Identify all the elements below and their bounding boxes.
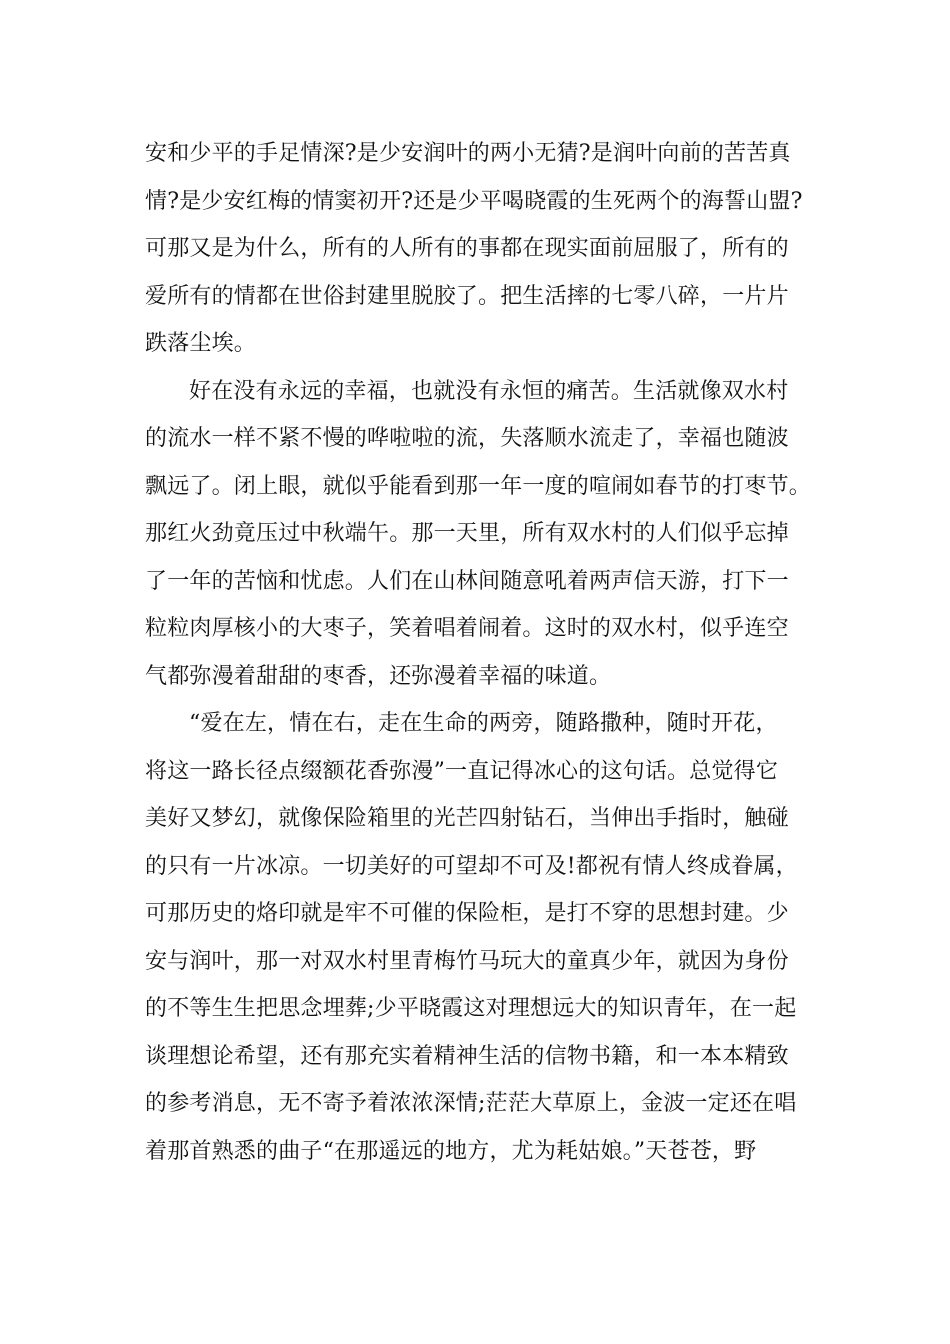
- paragraph-2-line-5: 了一年的苦恼和忧虑。人们在山林间随意吼着两声信天游，打下一: [145, 568, 789, 594]
- paragraph-2-line-2: 的流水一样不紧不慢的哗啦啦的流，失落顺水流走了，幸福也随波: [145, 426, 789, 451]
- paragraph-3-line-4: 的只有一片冰凉。一切美好的可望却不可及!都祝有情人终成眷属，: [145, 853, 798, 879]
- paragraph-3-line-7: 的不等生生把思念埋葬;少平晓霞这对理想远大的知识青年，在一起: [145, 996, 797, 1021]
- paragraph-3-line-5: 可那历史的烙印就是牢不可催的保险柜，是打不穿的思想封建。少: [145, 901, 789, 926]
- paragraph-1-line-1: 安和少平的手足情深?是少安润叶的两小无猜?是润叶向前的苦苦真: [145, 141, 791, 166]
- paragraph-3-line-3: 美好又梦幻，就像保险箱里的光芒四射钻石，当伸出手指时，触碰: [145, 806, 789, 831]
- paragraph-3-line-9: 的参考消息，无不寄予着浓浓深情;茫茫大草原上，金波一定还在唱: [145, 1091, 797, 1116]
- paragraph-1-line-3: 可那又是为什么，所有的人所有的事都在现实面前屈服了，所有的: [145, 236, 789, 261]
- paragraph-3-line-2: 将这一路长径点缀额花香弥漫”一直记得冰心的这句话。总觉得它: [145, 758, 779, 784]
- paragraph-2-line-4: 那红火劲竟压过中秋端午。那一天里，所有双水村的人们似乎忘掉: [145, 521, 789, 546]
- paragraph-2-line-6: 粒粒肉厚核小的大枣子，笑着唱着闹着。这时的双水村，似乎连空: [145, 616, 789, 641]
- paragraph-3-line-6: 安与润叶，那一对双水村里青梅竹马玩大的童真少年，就因为身份: [145, 948, 789, 974]
- paragraph-2-line-1: 好在没有永远的幸福，也就没有永恒的痛苦。生活就像双水村: [189, 378, 789, 404]
- paragraph-1-line-4: 爱所有的情都在世俗封建里脱胶了。把生活摔的七零八碎，一片片: [145, 283, 789, 309]
- paragraph-3-line-8: 谈理想论希望，还有那充实着精神生活的信物书籍，和一本本精致: [145, 1043, 789, 1069]
- document-body: [145, 130, 825, 1175]
- paragraph-1-line-5: 跌落尘埃。: [145, 331, 257, 356]
- paragraph-3-line-10: 着那首熟悉的曲子“在那遥远的地方，尤为耗姑娘。”天苍苍，野: [145, 1138, 757, 1164]
- paragraph-2-line-7: 气都弥漫着甜甜的枣香，还弥漫着幸福的味道。: [145, 663, 612, 689]
- paragraph-3-line-1: “爱在左，情在右，走在生命的两旁，随路撒种，随时开花，: [189, 711, 778, 736]
- paragraph-2-line-3: 飘远了。闭上眼，就似乎能看到那一年一度的喧闹如春节的打枣节。: [145, 473, 812, 499]
- paragraph-1-line-2: 情?是少安红梅的情窦初开?还是少平喝晓霞的生死两个的海誓山盟?: [145, 188, 803, 214]
